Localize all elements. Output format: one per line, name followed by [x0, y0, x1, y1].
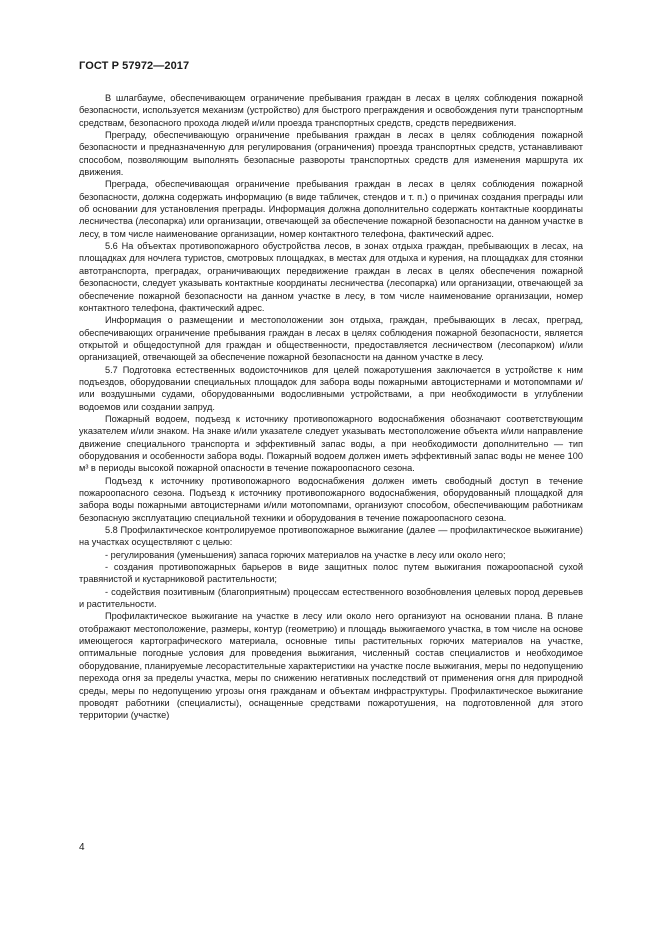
paragraph: В шлагбауме, обеспечивающем ограничение пребывания граждан в лесах в целях соблюдения пожарной безопасности, используется механизм (устройство) для быстрого преграждения и освобождения пути транспортным средствам, безопасного прохода людей и/или проезда транспортных средств, средств передвижения.: [79, 93, 583, 128]
paragraph-clause-5-8: 5.8 Профилактическое контролируемое противопожарное выжигание (далее — профилактическое выжигание) на участках осуществляют с целью:: [79, 525, 583, 548]
list-item: - содействия позитивным (благоприятным) процессам естественного возобновления целевых пород деревьев и растительности.: [79, 586, 583, 610]
paragraph: Пожарный водоем, подъезд к источнику противопожарного водоснабжения обозначают соответствующим указателем и/или знаком. На знаке и/или указателе следует указывать местоположение объекта и/или направление движение специального транспорта и эффективный запас воды, а при необходимости дополнительно — тип оборудования и особенности забора воды. Пожарный водоем должен иметь эффективный запас воды не менее 100 м³ в периоды высокой пожарной опасности в течение пожароопасного сезона.: [79, 413, 583, 474]
paragraph: Преграду, обеспечивающую ограничение пребывания граждан в лесах в целях соблюдения пожарной безопасности и предназначенную для регулирования (ограничения) проезда транспортных средств, устанавливают способом, позволяющим выполнять безопасные развороты транспортных средств для изменения маршрута их движения.: [79, 130, 583, 178]
paragraph: Преграда, обеспечивающая ограничение пребывания граждан в лесах в целях соблюдения пожарной безопасности, должна содержать информацию (в виде табличек, стендов и т. п.) о причинах создания преграды или об основании для установления преграды. Информация должна дополнительно содержать контактные координаты лесничества (лесопарка) или организации, отвечающей за обеспечение пожарной безопасности на данном участке в лесу, в том числе наименование организации, номер контактного телефона, фактический адрес.: [79, 179, 583, 239]
list-item: - регулирования (уменьшения) запаса горючих материалов на участке в лесу или около него;: [105, 549, 506, 560]
paragraph: Подъезд к источнику противопожарного водоснабжения должен иметь свободный доступ в течение пожароопасного сезона. Подъезд к источнику противопожарного водоснабжения, оборудованный площадкой для забора воды пожарными автоцистернами и/или мотопомпами, организуют способом, обеспечивающим работникам безопасную эксплуатацию специальной техники и оборудования в течение пожароопасного сезона.: [79, 475, 583, 523]
paragraph-clause-5-6: 5.6 На объектах противопожарного обустройства лесов, в зонах отдыха граждан, пребывающих в лесах, на площадках для ночлега туристов, смотровых площадках, в местах для отдыха и курения, на площадках для стоянки автотранспорта, преградах, ограничивающих передвижение граждан в лесах в целях обеспечения пожарной безопасности, следует указывать контактные координаты лесничества (лесопарка) или организации, отвечающей за обеспечение пожарной безопасности на данном участке в лесу, в том числе наименование организации, номер контактного телефона, фактический адрес.: [79, 241, 583, 313]
document-body: [79, 92, 583, 722]
paragraph-clause-5-7: 5.7 Подготовка естественных водоисточников для целей пожаротушения заключается в устройстве к ним подъездов, оборудовании специальных площадок для забора воды пожарными автоцистернами и мотопомпами и/или воздушными судами, оборудованными водосливными устройствами, а при необходимости в углублении водоемов или создании запруд.: [79, 364, 583, 412]
list-item: - создания противопожарных барьеров в виде защитных полос путем выжигания пожароопасной сухой травянистой и кустарниковой растительности;: [79, 562, 583, 585]
paragraph: Информация о размещении и местоположении зон отдыха, граждан, пребывающих в лесах, преград, обеспечивающих ограничение пребывания граждан в лесах в целях соблюдения пожарной безопасности, является открытой и общедоступной для граждан и общественности, предоставляется лесничеством (лесопарком) и/или организацией, отвечающей за обеспечение пожарной безопасности на данном участке в лесу.: [79, 315, 583, 363]
page-number: 4: [79, 842, 85, 853]
document-header: ГОСТ Р 57972—2017: [79, 60, 190, 72]
paragraph: Профилактическое выжигание на участке в лесу или около него организуют на основании плана. В плане отображают местоположение, размеры, контур (геометрию) и площадь выжигаемого участка, в том числе на основе имеющегося картографического материала, основные типы растительных горючих материалов на участке, оптимальные погодные условия для проведения выжигания, численный состав специалистов и необходимое оборудование, планируемые лесорастительные характеристики на участке после выжигания, меры по недопущению перехода огня за пределы участка, меры по снижению негативных последствий от применения огня для природной среды, меры по недопущению угрозы огня гражданам и объектам инфраструктуры. Профилактическое выжигание проводят работники (специалисты), оснащенные средствами пожаротушения, на подготовленной для этого территории (участке): [79, 611, 583, 721]
